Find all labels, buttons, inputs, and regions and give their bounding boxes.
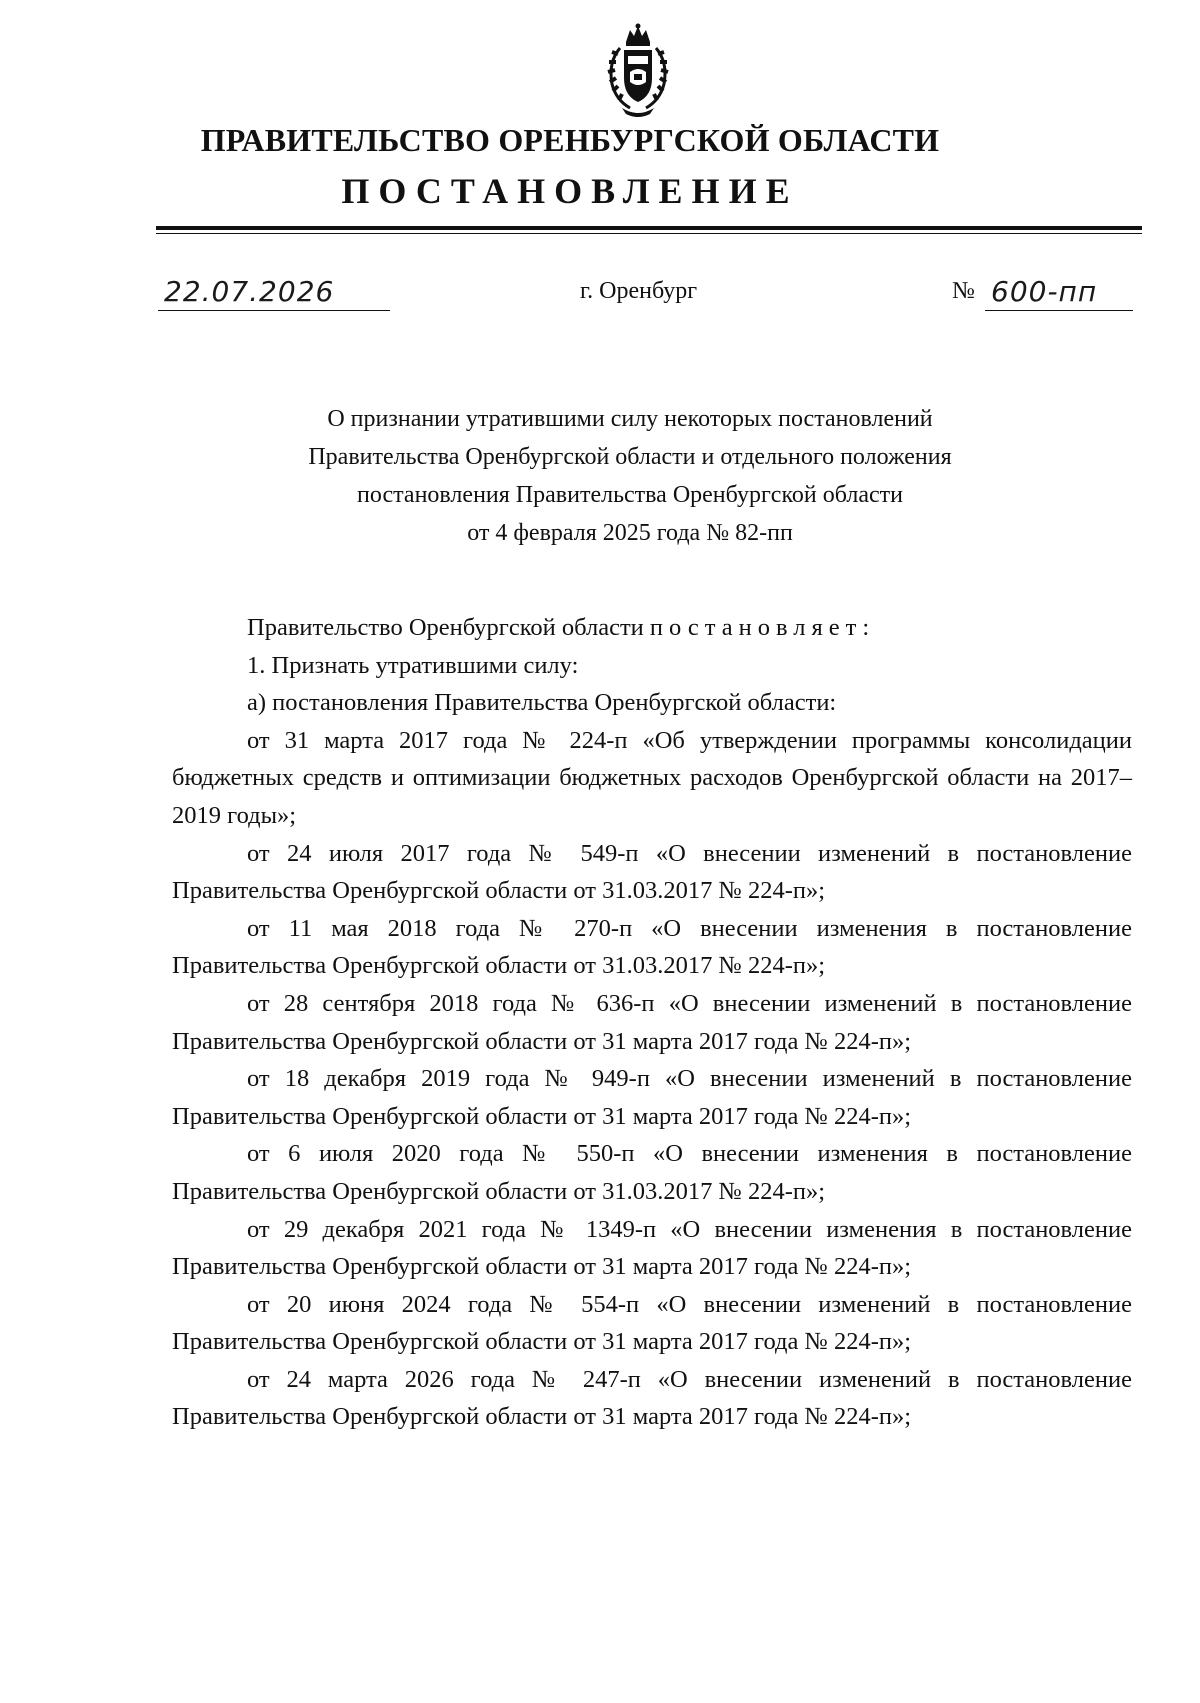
repealed-entry: от 28 сентября 2018 года № 636-п «О внесении изменений в постановление Правительства Оренбургской области от 31 марта 2017 года № 224-п»; <box>172 989 1132 1055</box>
intro-prefix: Правительство Оренбургской области <box>247 614 650 641</box>
intro-suffix: : <box>862 614 870 641</box>
repealed-entry: от 6 июля 2020 года № 550-п «О внесении изменения в постановление Правительства Оренбургской области от 31.03.2017 № 224-п»; <box>172 1140 1132 1205</box>
coat-of-arms-icon <box>600 22 676 120</box>
document-body <box>172 609 1132 1436</box>
repealed-entry: от 31 марта 2017 года № 224-п «Об утверждении программы консолидации бюджетных средств и оптимизации бюджетных расходов Оренбургской области на 2017–2019 годы»; <box>172 726 1132 829</box>
government-name: ПРАВИТЕЛЬСТВО ОРЕНБУРГСКОЙ ОБЛАСТИ <box>200 122 940 158</box>
number-value: 600-пп <box>991 275 1098 308</box>
title-line: О признании утратившими силу некоторых постановлений <box>327 406 933 432</box>
number-sign: № <box>952 278 975 304</box>
title-line: от 4 февраля 2025 года № 82-пп <box>467 520 793 546</box>
document-type: ПОСТАНОВЛЕНИЕ <box>341 171 799 211</box>
repealed-entry: от 29 декабря 2021 года № 1349-п «О внесении изменения в постановление Правительства Оренбургской области от 31 марта 2017 года № 224-п»; <box>172 1215 1132 1281</box>
item-1: 1. Признать утратившими силу: <box>247 651 579 679</box>
repealed-entry: от 18 декабря 2019 года № 949-п «О внесении изменений в постановление Правительства Оренбургской области от 31 марта 2017 года № 224-п»; <box>172 1065 1132 1130</box>
intro-verb: постановляет <box>649 614 863 641</box>
date-value: 22.07.2026 <box>164 275 335 308</box>
number-field <box>985 272 1133 311</box>
repealed-entry: от 11 мая 2018 года № 270-п «О внесении изменения в постановление Правительства Оренбургской области от 31.03.2017 № 224-п»; <box>172 914 1132 980</box>
header-divider-thin <box>156 233 1142 234</box>
document-title <box>200 400 1060 552</box>
title-line: Правительства Оренбургской области и отдельного положения <box>308 444 952 470</box>
title-line: постановления Правительства Оренбургской области <box>357 482 903 508</box>
date-field <box>158 272 390 311</box>
repealed-entry: от 24 марта 2026 года № 247-п «О внесении изменений в постановление Правительства Оренбургской области от 31 марта 2017 года № 224-п»; <box>172 1365 1132 1431</box>
repealed-entry: от 24 июля 2017 года № 549-п «О внесении изменений в постановление Правительства Оренбургской области от 31.03.2017 № 224-п»; <box>172 839 1132 905</box>
intro-paragraph <box>172 609 1132 647</box>
city: г. Оренбург <box>580 278 698 304</box>
header-divider-thick <box>156 226 1142 230</box>
item-1a: а) постановления Правительства Оренбургской области: <box>247 689 837 717</box>
repealed-entry: от 20 июня 2024 года № 554-п «О внесении изменений в постановление Правительства Оренбургской области от 31 марта 2017 года № 224-п»; <box>172 1290 1132 1356</box>
